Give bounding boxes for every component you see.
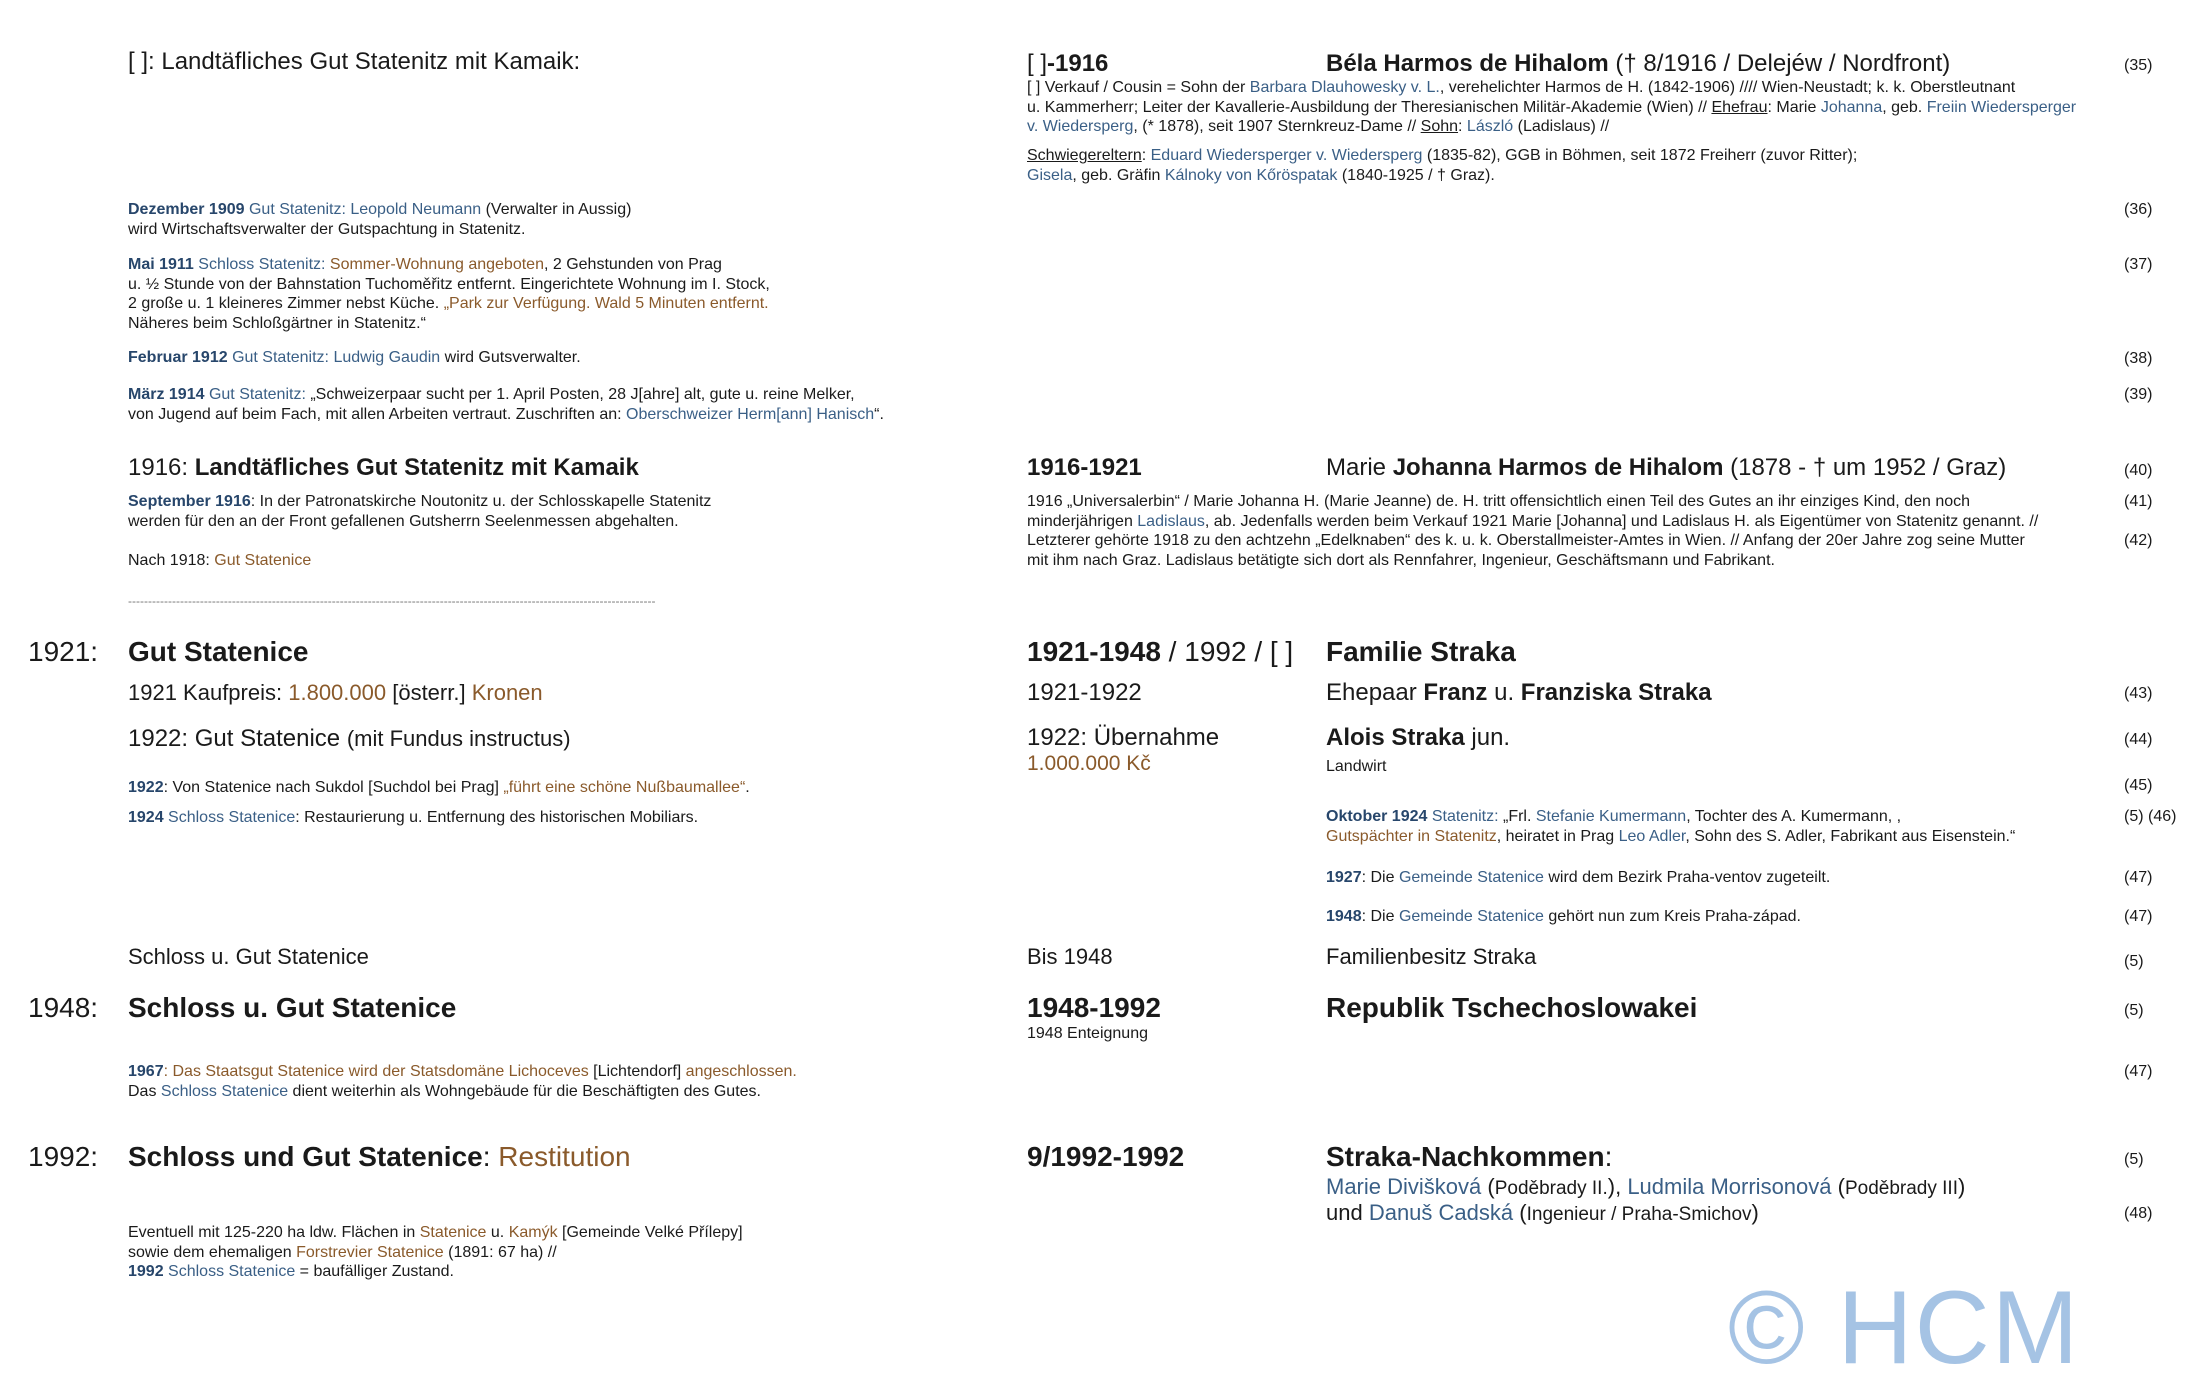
entry-link[interactable]: Gut Statenice xyxy=(214,552,312,569)
bio-text: (Ladislaus) // xyxy=(1513,118,1610,135)
years-9-1992: 9/1992-1992 xyxy=(1027,1141,1185,1172)
bio-text: , verehelichter Harmos de H. (1842-1906) //// Wien-Neustadt; k. k. Oberstleutnant xyxy=(1439,79,2016,96)
bio-text: , (* 1878), seit 1907 Sternkreuz-Dame // xyxy=(1133,118,1421,135)
entry-quote: : Das Staatsgut Statenice wird der Statsdomäne Lichoceves xyxy=(163,1063,594,1080)
entry-text: Näheres beim Schloßgärtner in Statenitz.“ xyxy=(128,314,426,332)
bio-label: Schwiegereltern xyxy=(1027,147,1142,164)
copyright-watermark: © HCM xyxy=(1728,1270,2081,1386)
heading-title: Landtäfliches Gut Statenitz mit Kamaik xyxy=(194,454,639,481)
entry-quote: Gutspächter in Statenitz xyxy=(1326,827,1497,845)
entry-text: (Verwalter in Aussig) xyxy=(485,201,632,218)
kaufpreis-amount: 1.800.000 xyxy=(288,680,387,705)
bio-person-link[interactable]: Kálnoky von Kőröspatak xyxy=(1164,166,1338,184)
bio-person-link[interactable]: Ladislaus xyxy=(1137,512,1205,530)
bela-bio xyxy=(1027,78,2076,137)
entry-1912 xyxy=(128,348,581,368)
note-ref: (48) xyxy=(2124,1205,2153,1222)
bio-text: u. Kammerherr; Leiter der Kavallerie-Ausbildung der Theresianischen Militär-Akademie (Wien) // xyxy=(1027,98,1712,116)
familienbesitz-straka: Familienbesitz Straka xyxy=(1326,944,1537,969)
entry-date: Februar 1912 xyxy=(128,349,228,366)
uebernahme-label: 1922: Übernahme xyxy=(1027,724,1220,751)
entry-person-link[interactable]: Ludwig Gaudin xyxy=(333,349,441,366)
note-ref: (45) xyxy=(2124,777,2153,794)
uebernahme-amount: 1.000.000 Kč xyxy=(1027,752,1151,775)
entry-text: , heiratet in Prag xyxy=(1496,827,1619,845)
entry-1914 xyxy=(128,385,884,424)
restitution-heading xyxy=(128,1141,631,1173)
entry-place[interactable]: Forstrevier Statenice xyxy=(296,1243,444,1261)
bio-text: Letzterer gehörte 1918 zu den achtzehn „Edelknaben“ des k. u. k. Oberstallmeister-Amtes in Wien. // Anfang der 20er Jahre zog seine Mutter xyxy=(1027,532,2025,549)
bela-schwiegereltern xyxy=(1027,146,1857,185)
nachkommen-title: Straka-Nachkommen xyxy=(1326,1141,1605,1172)
note-ref: (5) xyxy=(2124,953,2144,970)
bio-text: mit ihm nach Graz. Ladislaus betätigte sich dort als Rennfahrer, Ingenieur, Geschäftsmann und Fabrikant. xyxy=(1027,551,1775,569)
note-ref: (35) xyxy=(2124,57,2153,74)
years-extra: / 1992 / [ ] xyxy=(1160,636,1294,667)
owner-years-1916 xyxy=(1027,50,1108,78)
note-ref: (44) xyxy=(2124,731,2153,748)
bio-person-link[interactable]: Gisela xyxy=(1027,166,1073,184)
heir-link[interactable]: Ludmila Morrisonová xyxy=(1627,1174,1832,1199)
owner-johanna xyxy=(1326,454,2006,482)
familie-straka-heading: Familie Straka xyxy=(1326,636,1516,667)
entry-date: Dezember 1909 xyxy=(128,201,245,218)
entry-text: Eventuell mit 125-220 ha ldw. Flächen in xyxy=(128,1224,420,1241)
entry-1927 xyxy=(1326,868,1830,888)
alois-role: Landwirt xyxy=(1326,758,1387,775)
restitution-colon: : xyxy=(482,1141,499,1172)
entry-date: September 1916 xyxy=(128,493,251,510)
entry-quote: angeschlossen. xyxy=(681,1063,797,1080)
restitution-label: Restitution xyxy=(498,1141,631,1172)
entry-sept-1916 xyxy=(128,492,711,531)
restitution-title: Schloss und Gut Statenice xyxy=(128,1141,483,1172)
heir-text: ) xyxy=(1751,1200,1759,1225)
owner-name: Johanna Harmos de Hihalom xyxy=(1392,454,1724,481)
entry-text: [Lichtendorf] xyxy=(593,1063,682,1080)
entry-place[interactable]: Schloss Statenice xyxy=(163,1263,296,1280)
entry-1948 xyxy=(1326,907,1801,927)
entry-person-link[interactable]: Oberschweizer Herm[ann] Hanisch xyxy=(626,405,875,423)
schloss-gut-1948-heading: Schloss u. Gut Statenice xyxy=(128,992,457,1023)
entry-text: wird Gutsverwalter. xyxy=(440,349,581,366)
entry-place[interactable]: Statenice xyxy=(419,1224,487,1241)
entry-date: 1992 xyxy=(128,1263,164,1280)
heir-text: ( xyxy=(1831,1174,1845,1199)
years-end: -1916 xyxy=(1047,50,1109,77)
bio-text: (1835-82), GGB in Böhmen, seit 1872 Freiherr (zuvor Ritter); xyxy=(1422,147,1858,164)
note-ref: (38) xyxy=(2124,350,2153,367)
entry-date: 1927 xyxy=(1326,869,1362,886)
fundus-line xyxy=(128,725,571,753)
years-main: 1921-1948 xyxy=(1027,636,1161,667)
year-1992: 1992: xyxy=(28,1141,99,1172)
heir-place: Poděbrady III xyxy=(1844,1178,1958,1199)
entry-place[interactable]: Gut Statenitz: xyxy=(208,386,306,403)
entry-text: , 2 Gehstunden von Prag xyxy=(543,256,722,273)
heir-link[interactable]: Danuš Cadská xyxy=(1368,1200,1514,1225)
bio-text: : Marie xyxy=(1767,98,1821,116)
entry-text: Das xyxy=(128,1082,161,1100)
bio-person-link[interactable]: Freiin Wiedersperger xyxy=(1926,98,2077,116)
entry-text: gehört nun zum Kreis Praha-západ. xyxy=(1543,908,1801,925)
entry-text: u. ½ Stunde von der Bahnstation Tuchoměřitz entfernt. Eingerichtete Wohnung im I. Stock, xyxy=(128,275,770,293)
note-ref: (5) xyxy=(2124,1151,2144,1168)
section-divider: ------------------------------------------------------------------------------------------------------------------------------------ xyxy=(128,594,656,608)
kaufpreis-label: 1921 Kaufpreis: xyxy=(128,680,289,705)
heir-text: und xyxy=(1326,1200,1369,1225)
owner-bela xyxy=(1326,50,1950,78)
entry-text: u. xyxy=(486,1224,509,1241)
note-ref: (42) xyxy=(2124,532,2153,549)
entry-oktober-1924 xyxy=(1326,807,2015,846)
note-ref: (47) xyxy=(2124,1063,2153,1080)
note-ref: (43) xyxy=(2124,685,2153,702)
heading-statenitz-kamaik: [ ]: Landtäfliches Gut Statenitz mit Kamaik: xyxy=(128,48,581,75)
owner-meta: (1878 - † um 1952 / Graz) xyxy=(1723,454,2007,481)
entry-text: [Gemeinde Velké Přílepy] xyxy=(557,1224,743,1241)
entry-place[interactable]: Schloss Statenice xyxy=(168,809,296,826)
entry-text: : Von Statenice nach Sukdol [Suchdol bei Prag] xyxy=(163,779,504,796)
entry-place[interactable]: Schloss Statenice xyxy=(160,1082,289,1100)
nachkommen-colon: : xyxy=(1604,1141,1613,1172)
bio-person-link[interactable]: Barbara Dlauhowesky v. L. xyxy=(1249,79,1440,96)
note-ref: (40) xyxy=(2124,462,2153,479)
entry-person-link[interactable]: Leopold Neumann xyxy=(350,201,482,218)
entry-person-link[interactable]: Stefanie Kumermann xyxy=(1535,808,1687,825)
heading-year: 1916: xyxy=(128,454,195,481)
straka-years xyxy=(1027,636,1293,668)
entry-place[interactable]: Statenitz: xyxy=(1427,808,1499,825)
owner-years-1921: 1916-1921 xyxy=(1027,454,1142,481)
years-1921-1922: 1921-1922 xyxy=(1027,679,1142,706)
bio-text: minderjährigen xyxy=(1027,512,1138,530)
heir-link[interactable]: Marie Divišková xyxy=(1326,1174,1482,1199)
heir-place: Poděbrady II. xyxy=(1494,1178,1608,1199)
owner-name: Béla Harmos de Hihalom xyxy=(1326,50,1609,77)
fundus-label: 1922: Gut Statenice xyxy=(128,725,347,752)
bio-person-link[interactable]: Johanna xyxy=(1820,98,1883,116)
entry-date: 1967 xyxy=(128,1063,164,1080)
entry-1967 xyxy=(128,1062,797,1101)
owner-franz: Franz xyxy=(1423,679,1488,706)
owner-suffix: jun. xyxy=(1464,724,1511,751)
ehepaar-pre: Ehepaar xyxy=(1326,679,1424,706)
bio-text: : xyxy=(1458,118,1467,135)
owner-meta: († 8/1916 / Delejéw / Nordfront) xyxy=(1608,50,1951,77)
entry-date: 1924 xyxy=(128,809,164,826)
bio-text: [ ] Verkauf / Cousin = Sohn der xyxy=(1027,79,1250,96)
heir-text: ) xyxy=(1958,1174,1966,1199)
entry-text: , Tochter des A. Kumermann, , xyxy=(1686,808,1902,825)
nachkommen-heading xyxy=(1326,1141,1612,1173)
note-ref: (37) xyxy=(2124,256,2153,273)
entry-text: von Jugend auf beim Fach, mit allen Arbeiten vertraut. Zuschriften an: xyxy=(128,405,627,423)
entry-quote: „führt eine schöne Nußbaumallee“ xyxy=(503,779,746,796)
entry-text: , Sohn des S. Adler, Fabrikant aus Eisenstein.“ xyxy=(1685,827,2016,845)
heading-1916 xyxy=(128,454,639,482)
entry-text: : Die xyxy=(1361,869,1399,886)
bio-text: , geb. xyxy=(1882,98,1927,116)
heir-text: ( xyxy=(1513,1200,1527,1225)
bio-person-link[interactable]: László xyxy=(1466,118,1514,135)
alois-straka xyxy=(1326,724,1510,752)
heir-text: ), xyxy=(1607,1174,1628,1199)
entry-1924-left xyxy=(128,808,698,828)
note-ref: (47) xyxy=(2124,908,2153,925)
entry-text: : Die xyxy=(1361,908,1399,925)
bio-label: Ehefrau xyxy=(1711,98,1768,116)
entry-date: Oktober 1924 xyxy=(1326,808,1428,825)
entry-text: : Restaurierung u. Entfernung des historischen Mobiliars. xyxy=(295,809,699,826)
owner-franziska: Franziska Straka xyxy=(1520,679,1712,706)
bio-text: , geb. Gräfin xyxy=(1072,166,1165,184)
kaufpreis-currency: Kronen xyxy=(471,680,543,705)
bio-person-link[interactable]: Eduard Wiedersperger v. Wiedersperg xyxy=(1150,147,1423,164)
entry-1909 xyxy=(128,200,631,239)
entry-place[interactable]: Gemeinde Statenice xyxy=(1398,869,1544,886)
entry-text: „Frl. xyxy=(1498,808,1536,825)
note-ref: (36) xyxy=(2124,201,2153,218)
note-ref: (5) xyxy=(2124,1002,2144,1019)
entry-text: Nach 1918: xyxy=(128,552,215,569)
entry-eventuell xyxy=(128,1223,743,1282)
entry-place[interactable]: Gut Statenitz: xyxy=(232,349,329,366)
entry-text: = baufälliger Zustand. xyxy=(295,1263,454,1280)
bio-text: , ab. Jedenfalls werden beim Verkauf 1921 Marie [Johanna] und Ladislaus H. als Eigentümer von Statenitz genannt. // xyxy=(1204,512,2039,530)
fundus-note: (mit Fundus instructus) xyxy=(346,726,571,751)
kaufpreis-note: [österr.] xyxy=(386,680,472,705)
entry-quote: Sommer-Wohnung angeboten xyxy=(329,256,544,273)
entry-place[interactable]: Schloss Statenitz: xyxy=(198,256,326,273)
nachkommen-line2 xyxy=(1326,1200,1759,1226)
entry-place[interactable]: Kamýk xyxy=(508,1224,558,1241)
entry-quote: „Park zur Verfügung. Wald 5 Minuten entfernt. xyxy=(443,295,769,312)
ehepaar-mid: u. xyxy=(1487,679,1521,706)
year-1948: 1948: xyxy=(28,992,99,1023)
note-ref: (39) xyxy=(2124,386,2153,403)
years-1948-1992: 1948-1992 xyxy=(1027,992,1161,1023)
year-1921: 1921: xyxy=(28,636,99,667)
entry-text: dient weiterhin als Wohngebäude für die Beschäftigten des Gutes. xyxy=(288,1082,761,1100)
note-ref: (47) xyxy=(2124,869,2153,886)
entry-date: Mai 1911 xyxy=(128,256,194,273)
entry-text: sowie dem ehemaligen xyxy=(128,1243,297,1261)
entry-text: : In der Patronatskirche Noutonitz u. der Schlosskapelle Statenitz xyxy=(250,493,712,510)
bio-text: (1840-1925 / † Graz). xyxy=(1337,166,1495,184)
entry-text: werden für den an der Front gefallenen Gutsherrn Seelenmessen abgehalten. xyxy=(128,512,679,530)
entry-nach-1918 xyxy=(128,551,311,571)
heir-text: ( xyxy=(1481,1174,1495,1199)
entry-text: “. xyxy=(874,405,884,423)
note-ref: (41) xyxy=(2124,493,2153,510)
entry-1922 xyxy=(128,778,750,798)
entry-person-link[interactable]: Leo Adler xyxy=(1618,827,1686,845)
republik-heading: Republik Tschechoslowakei xyxy=(1326,992,1698,1023)
entry-place[interactable]: Gemeinde Statenice xyxy=(1398,908,1544,925)
entry-date: März 1914 xyxy=(128,386,205,403)
owner-name-pre: Marie xyxy=(1326,454,1393,481)
entry-text: wird Wirtschaftsverwalter der Gutspachtung in Statenitz. xyxy=(128,220,526,238)
ehepaar-straka xyxy=(1326,679,1712,707)
entry-place: Gut Statenitz: xyxy=(248,201,346,218)
kaufpreis xyxy=(128,680,543,706)
heir-place: Ingenieur / Praha-Smichov xyxy=(1526,1204,1752,1225)
schloss-gut-label: Schloss u. Gut Statenice xyxy=(128,944,369,969)
bio-person-link[interactable]: v. Wiedersperg xyxy=(1027,118,1134,135)
entry-date: 1922 xyxy=(128,779,164,796)
owner-name: Alois Straka xyxy=(1326,724,1465,751)
bio-label: Sohn xyxy=(1420,118,1459,135)
years-open: [ ] xyxy=(1027,50,1048,77)
entry-text: . xyxy=(745,779,750,796)
entry-text: wird dem Bezirk Praha-ventov zugeteilt. xyxy=(1543,869,1831,886)
johanna-bio xyxy=(1027,492,2038,570)
entry-date: 1948 xyxy=(1326,908,1362,925)
bio-text: 1916 „Universalerbin“ / Marie Johanna H. (Marie Jeanne) de. H. tritt offensichtlich einen Teil des Gutes an ihr einziges Kind, den noch xyxy=(1027,493,1971,510)
enteignung-note: 1948 Enteignung xyxy=(1027,1025,1148,1042)
nachkommen-line1 xyxy=(1326,1174,1965,1200)
note-ref: (5) (46) xyxy=(2124,808,2177,825)
entry-text: 2 große u. 1 kleineres Zimmer nebst Küche. xyxy=(128,295,444,312)
bis-1948: Bis 1948 xyxy=(1027,944,1113,969)
bio-text: : xyxy=(1141,147,1151,164)
entry-text: (1891: 67 ha) // xyxy=(443,1243,557,1261)
entry-1911 xyxy=(128,255,770,333)
gut-statenice-heading: Gut Statenice xyxy=(128,636,309,667)
entry-text: „Schweizerpaar sucht per 1. April Posten, 28 J[ahre] alt, gute u. reine Melker, xyxy=(305,386,855,403)
